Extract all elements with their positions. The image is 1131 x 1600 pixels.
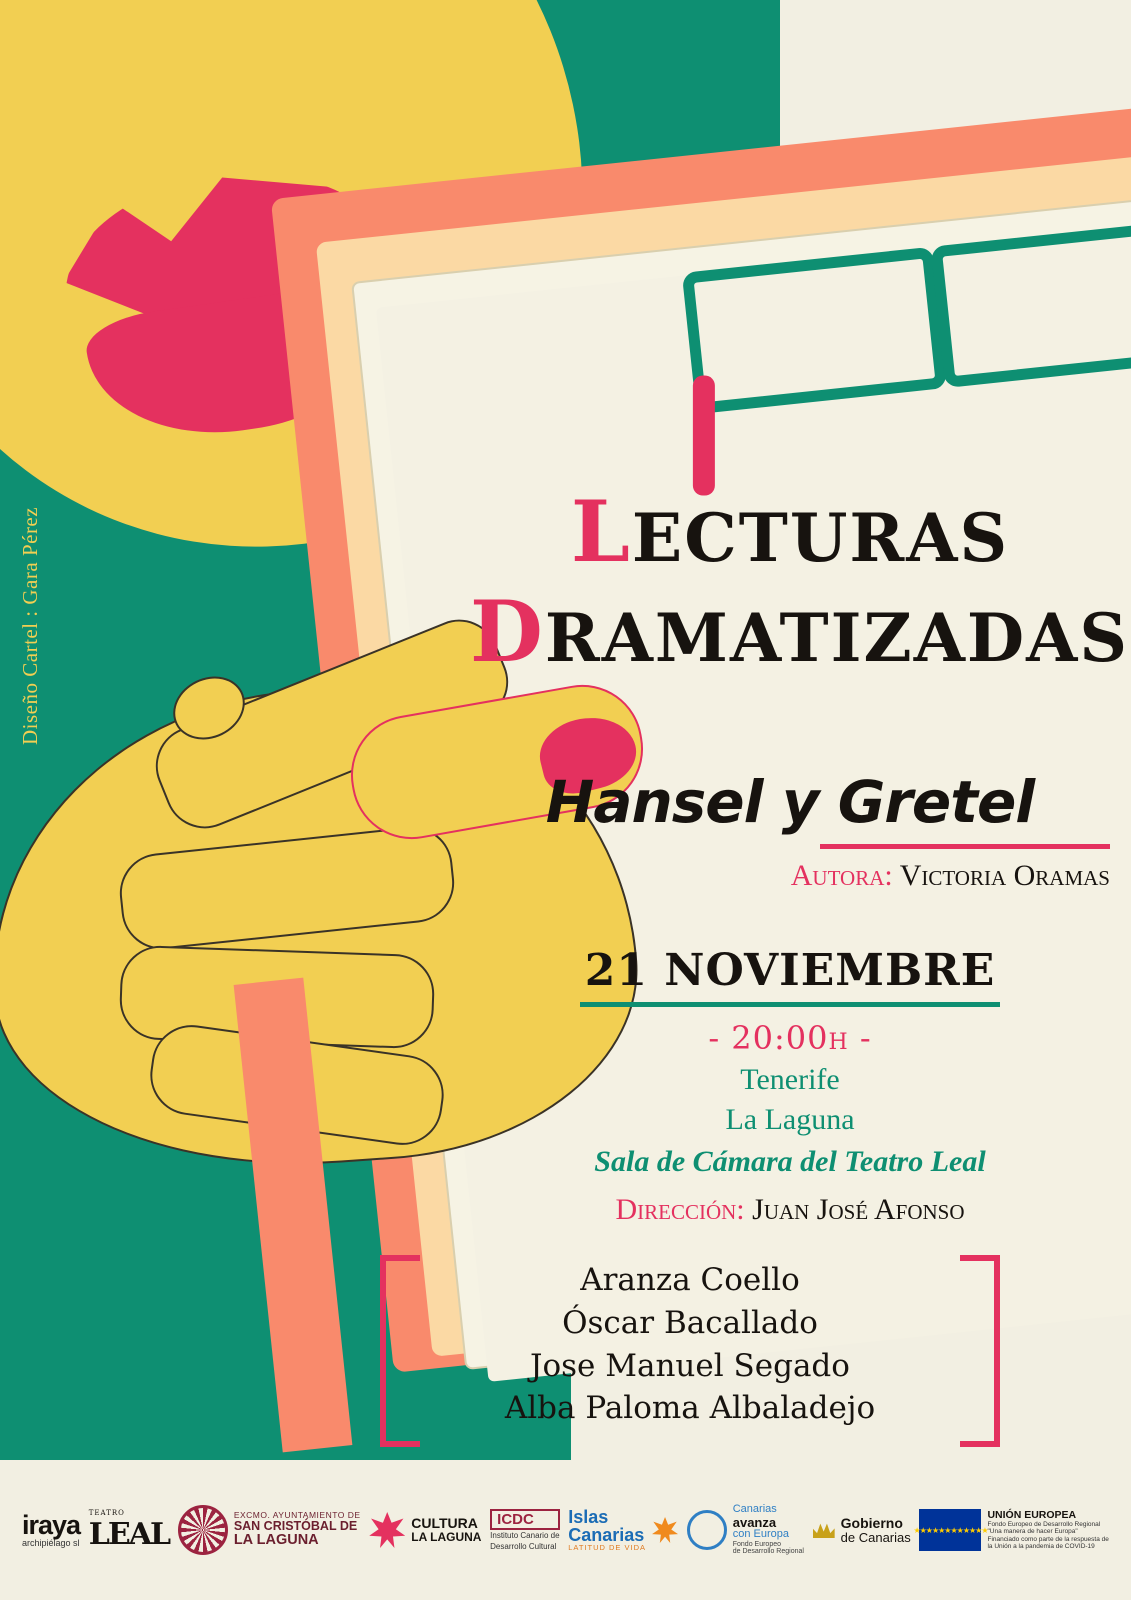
crown-icon (813, 1522, 835, 1538)
author-label: Autora: (790, 859, 893, 892)
pink-rule (820, 844, 1110, 849)
glasses-right-lens (930, 220, 1131, 388)
eu-flag-icon (913, 1509, 988, 1551)
logo-ue-line3: Financiado como parte de la respuesta de (987, 1535, 1109, 1543)
logo-gobierno-line1: Gobierno (840, 1514, 903, 1531)
logo-leal-name: LEAL (88, 1516, 170, 1552)
logo-ue-title: UNIÓN EUROPEA (987, 1508, 1077, 1521)
direction-line (470, 1193, 1110, 1227)
glasses-temple (693, 376, 715, 496)
direction-label: Dirección: (615, 1193, 745, 1226)
title-line-2-initial: D (470, 582, 545, 681)
event-time: - 20:00h - (708, 1019, 872, 1057)
logo-islas-line1: Islas (568, 1507, 609, 1528)
logo-icdc-line1: Instituto Canario de (490, 1531, 560, 1541)
play-title: Hansel y Gretel (545, 768, 1035, 836)
logo-ue-line2: "Una manera de hacer Europa" (987, 1528, 1078, 1536)
logo-avanza-line1: Canarias (732, 1503, 777, 1516)
logo-union-europea (913, 1508, 1109, 1551)
cast-list (380, 1255, 1000, 1430)
logo-leal-small: TEATRO (88, 1508, 125, 1517)
author-name: Victoria Oramas (899, 859, 1110, 892)
logo-ayto-line2: SAN CRISTÓBAL DE (233, 1519, 358, 1534)
logo-gobierno-de-canarias (813, 1516, 911, 1544)
cast-member: Aranza Coello (580, 1262, 800, 1298)
cast-member: Alba Paloma Albaladejo (504, 1390, 876, 1427)
flower-icon (369, 1512, 405, 1548)
event-date: 21 NOVIEMBRE (584, 945, 996, 996)
logo-avanza-line2: avanza (732, 1514, 777, 1530)
logo-avanza-sub1: Fondo Europeo (732, 1541, 781, 1549)
logo-cultura-line2: LA LAGUNA (411, 1530, 482, 1545)
cast-member: Jose Manuel Segado (530, 1347, 850, 1384)
event-venue: Sala de Cámara del Teatro Leal (594, 1145, 986, 1178)
logo-avanza-sub2: de Desarrollo Regional (732, 1548, 804, 1556)
green-rule (580, 1002, 1000, 1007)
main-text-block (470, 482, 1130, 1227)
canary-star-icon (652, 1517, 678, 1543)
event-island: Tenerife (740, 1063, 840, 1096)
logo-islas-line2: Canarias (568, 1525, 645, 1546)
sponsor-logo-row (0, 1466, 1131, 1594)
direction-name: Juan José Afonso (752, 1193, 965, 1226)
bracket-right (960, 1255, 1000, 1447)
logo-iraya (22, 1511, 80, 1549)
logo-ue-line1: Fondo Europeo de Desarrollo Regional (987, 1520, 1101, 1528)
title-line-2-rest: RAMATIZADAS (544, 599, 1130, 677)
logo-islas-canarias (568, 1508, 678, 1552)
circle-icon (687, 1510, 727, 1550)
logo-icdc-line2: Desarrollo Cultural (490, 1541, 557, 1551)
title-line-1-rest: ECTURAS (631, 499, 1010, 577)
logo-iraya-name: iraya (22, 1510, 81, 1541)
logo-ayto-line3: LA LAGUNA (233, 1532, 319, 1549)
logo-icdc-acronym: ICDC (490, 1509, 559, 1531)
eu-stars: ★★★★★★★★★★★★ (913, 1525, 988, 1535)
logo-avanza-line3: con Europa (732, 1528, 789, 1541)
logo-ayuntamiento (178, 1505, 361, 1555)
bracket-left (380, 1255, 420, 1447)
title-line-1-initial: L (570, 482, 632, 581)
logo-islas-tagline: LATITUD DE VIDA (568, 1543, 647, 1553)
logo-ayto-line1: EXCMO. AYUNTAMIENTO DE (233, 1510, 361, 1521)
title-line-2 (470, 582, 1130, 681)
coat-of-arms-icon (178, 1505, 228, 1555)
cast-member: Óscar Bacallado (562, 1304, 818, 1341)
poster-title (470, 482, 1130, 681)
logo-icdc (490, 1509, 559, 1552)
logo-cultura-line1: CULTURA (411, 1515, 478, 1532)
glasses-left-lens (682, 247, 947, 415)
author-line (470, 859, 1110, 893)
event-city: La Laguna (725, 1103, 855, 1136)
design-credit: Diseño Cartel : Gara Pérez (18, 506, 42, 745)
logo-gobierno-line2: de Canarias (840, 1529, 911, 1545)
logo-canarias-avanza (687, 1504, 804, 1555)
logo-cultura-la-laguna (369, 1512, 481, 1548)
logo-teatro-leal (89, 1509, 169, 1552)
cast-block (380, 1255, 1000, 1430)
logo-ue-line4: la Unión a la pandemia de COVID-19 (987, 1542, 1095, 1550)
logo-iraya-sub: archipiélago sl (22, 1538, 80, 1549)
title-line-1 (470, 482, 1110, 581)
